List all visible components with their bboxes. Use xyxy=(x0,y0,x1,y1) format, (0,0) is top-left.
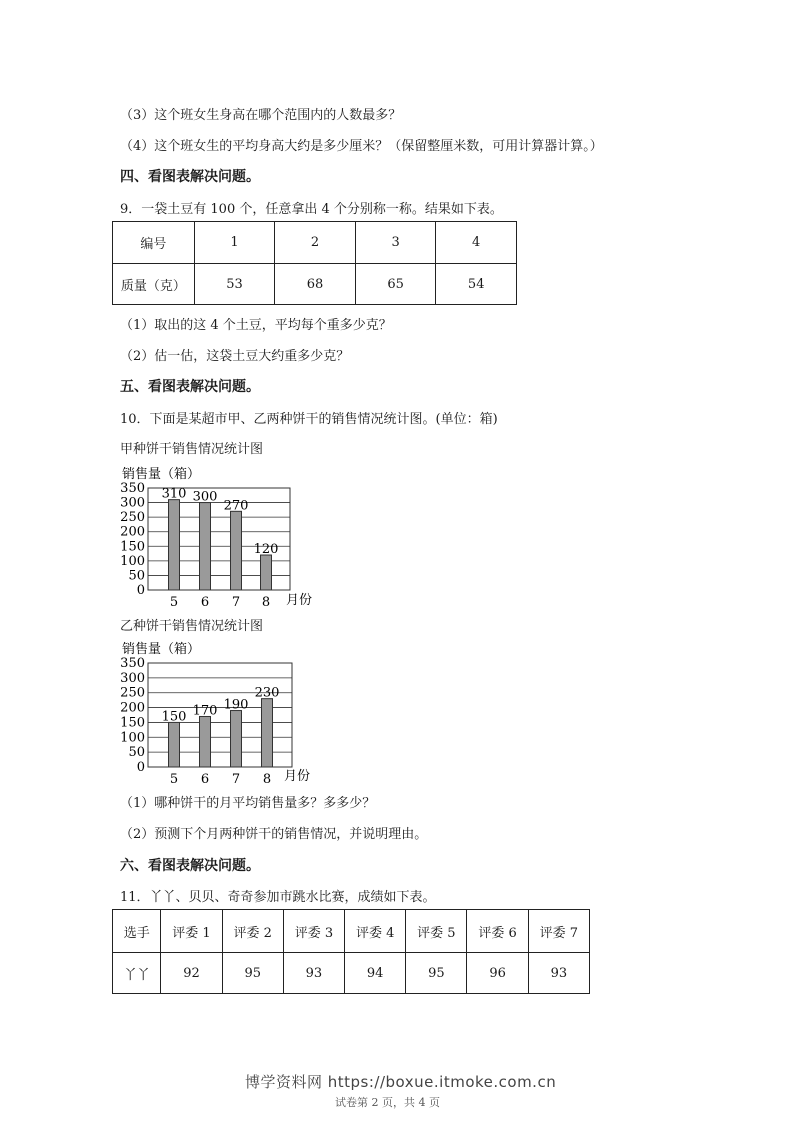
q8-sub3: （3）这个班女生身高在哪个范围内的人数最多？ xyxy=(120,108,402,123)
a-ytick-label: 250 xyxy=(120,510,145,526)
q11-cell: 评委 3 xyxy=(283,910,344,953)
q11-cell: 93 xyxy=(528,953,589,994)
b-xtick-label: 6 xyxy=(200,772,210,785)
q9-cell: 2 xyxy=(275,222,356,264)
b-value-label: 230 xyxy=(254,685,280,701)
q9-cell: 3 xyxy=(355,222,436,264)
chart-b-ylabel: 销售量（箱） xyxy=(122,642,201,657)
a-xtick-label: 7 xyxy=(231,595,241,608)
section-5-title: 五、看图表解决问题。 xyxy=(120,379,260,395)
a-ytick-label: 50 xyxy=(128,568,145,584)
q9-cell: 68 xyxy=(275,264,356,305)
q11-table-row-header xyxy=(113,910,590,953)
a-ytick-label: 200 xyxy=(120,524,145,540)
a-value-label: 120 xyxy=(253,542,279,558)
q11-cell: 96 xyxy=(467,953,528,994)
chart-a-title: 甲种饼干销售情况统计图 xyxy=(120,442,264,457)
b-value-label: 170 xyxy=(192,703,218,719)
b-bar xyxy=(169,722,180,767)
a-ytick-label: 0 xyxy=(136,583,145,598)
chart-a xyxy=(110,458,340,608)
q9-table-row-header xyxy=(113,222,517,264)
q9-cell: 4 xyxy=(436,222,517,264)
q11-cell: 94 xyxy=(345,953,406,994)
q11-cell: 评委 4 xyxy=(345,910,406,953)
a-xtick-label: 5 xyxy=(169,595,179,608)
a-value-label: 300 xyxy=(192,489,218,505)
q11-cell: 评委 6 xyxy=(467,910,528,953)
section-6-title: 六、看图表解决问题。 xyxy=(120,858,260,874)
b-bar xyxy=(200,716,211,767)
a-bar xyxy=(231,511,242,590)
q11-cell: 95 xyxy=(406,953,467,994)
q9-cell: 53 xyxy=(194,264,275,305)
page-footer: 试卷第 2 页，共 4 页 xyxy=(335,1096,440,1109)
b-ytick-label: 150 xyxy=(120,715,145,731)
q11-cell: 评委 2 xyxy=(222,910,283,953)
a-ytick-label: 100 xyxy=(120,553,145,569)
b-ytick-label: 0 xyxy=(136,760,145,775)
q9-sub1: （1）取出的这 4 个土豆，平均每个重多少克？ xyxy=(120,318,392,333)
b-value-label: 190 xyxy=(223,697,249,713)
b-ytick-label: 200 xyxy=(120,700,145,716)
b-bar xyxy=(262,699,273,767)
q9-cell: 编号 xyxy=(113,222,195,264)
q11-cell: 丫丫 xyxy=(113,953,161,994)
b-ytick-label: 50 xyxy=(128,745,145,761)
chart-b-xlabel: 月份 xyxy=(284,769,311,784)
q11-cell: 评委 1 xyxy=(161,910,222,953)
q10-text: 10．下面是某超市甲、乙两种饼干的销售情况统计图。(单位：箱) xyxy=(120,412,498,427)
a-ytick-label: 150 xyxy=(120,539,145,555)
b-ytick-label: 350 xyxy=(120,656,145,671)
b-ytick-label: 250 xyxy=(120,685,145,701)
a-ytick-label: 350 xyxy=(120,481,145,496)
q11-cell: 92 xyxy=(161,953,222,994)
q9-cell: 1 xyxy=(194,222,275,264)
section-4-title: 四、看图表解决问题。 xyxy=(120,169,260,185)
q9-table-row-mass xyxy=(113,264,517,305)
q9-table xyxy=(112,221,517,305)
a-value-label: 270 xyxy=(223,498,249,514)
chart-b-title: 乙种饼干销售情况统计图 xyxy=(120,619,264,634)
b-value-label: 150 xyxy=(161,709,187,725)
b-ytick-label: 300 xyxy=(120,670,145,686)
q11-cell: 93 xyxy=(283,953,344,994)
q11-text: 11．丫丫、贝贝、奇奇参加市跳水比赛，成绩如下表。 xyxy=(120,890,436,905)
q11-table-row-yaya xyxy=(113,953,590,994)
q9-cell: 54 xyxy=(436,264,517,305)
b-bar xyxy=(231,711,242,767)
q9-cell: 质量（克） xyxy=(113,264,195,305)
b-xtick-label: 8 xyxy=(262,772,272,785)
q9-text: 9．一袋土豆有 100 个，任意拿出 4 个分别称一称。结果如下表。 xyxy=(120,202,503,217)
q8-sub4: （4）这个班女生的平均身高大约是多少厘米？（保留整厘米数，可用计算器计算。） xyxy=(120,139,603,154)
chart-a-ylabel: 销售量（箱） xyxy=(122,467,201,482)
q9-sub2: （2）估一估，这袋土豆大约重多少克？ xyxy=(120,349,350,364)
a-bar xyxy=(200,503,211,590)
a-bar xyxy=(169,500,180,590)
q10-sub1: （1）哪种饼干的月平均销售量多？多多少？ xyxy=(120,796,376,811)
chart-b xyxy=(110,635,340,785)
watermark: 博学资料网 https://boxue.itmoke.com.cn xyxy=(245,1073,557,1091)
q11-cell: 选手 xyxy=(113,910,161,953)
q11-cell: 评委 5 xyxy=(406,910,467,953)
a-xtick-label: 6 xyxy=(200,595,210,608)
chart-a-xlabel: 月份 xyxy=(286,593,313,608)
a-ytick-label: 300 xyxy=(120,495,145,511)
b-ytick-label: 100 xyxy=(120,730,145,746)
q9-cell: 65 xyxy=(355,264,436,305)
q11-cell: 评委 7 xyxy=(528,910,589,953)
q10-sub2: （2）预测下个月两种饼干的销售情况，并说明理由。 xyxy=(120,827,428,842)
b-xtick-label: 7 xyxy=(231,772,241,785)
a-xtick-label: 8 xyxy=(261,595,271,608)
a-bar xyxy=(261,555,272,590)
q11-cell: 95 xyxy=(222,953,283,994)
b-xtick-label: 5 xyxy=(169,772,179,785)
q11-table xyxy=(112,909,590,994)
a-value-label: 310 xyxy=(161,486,187,502)
